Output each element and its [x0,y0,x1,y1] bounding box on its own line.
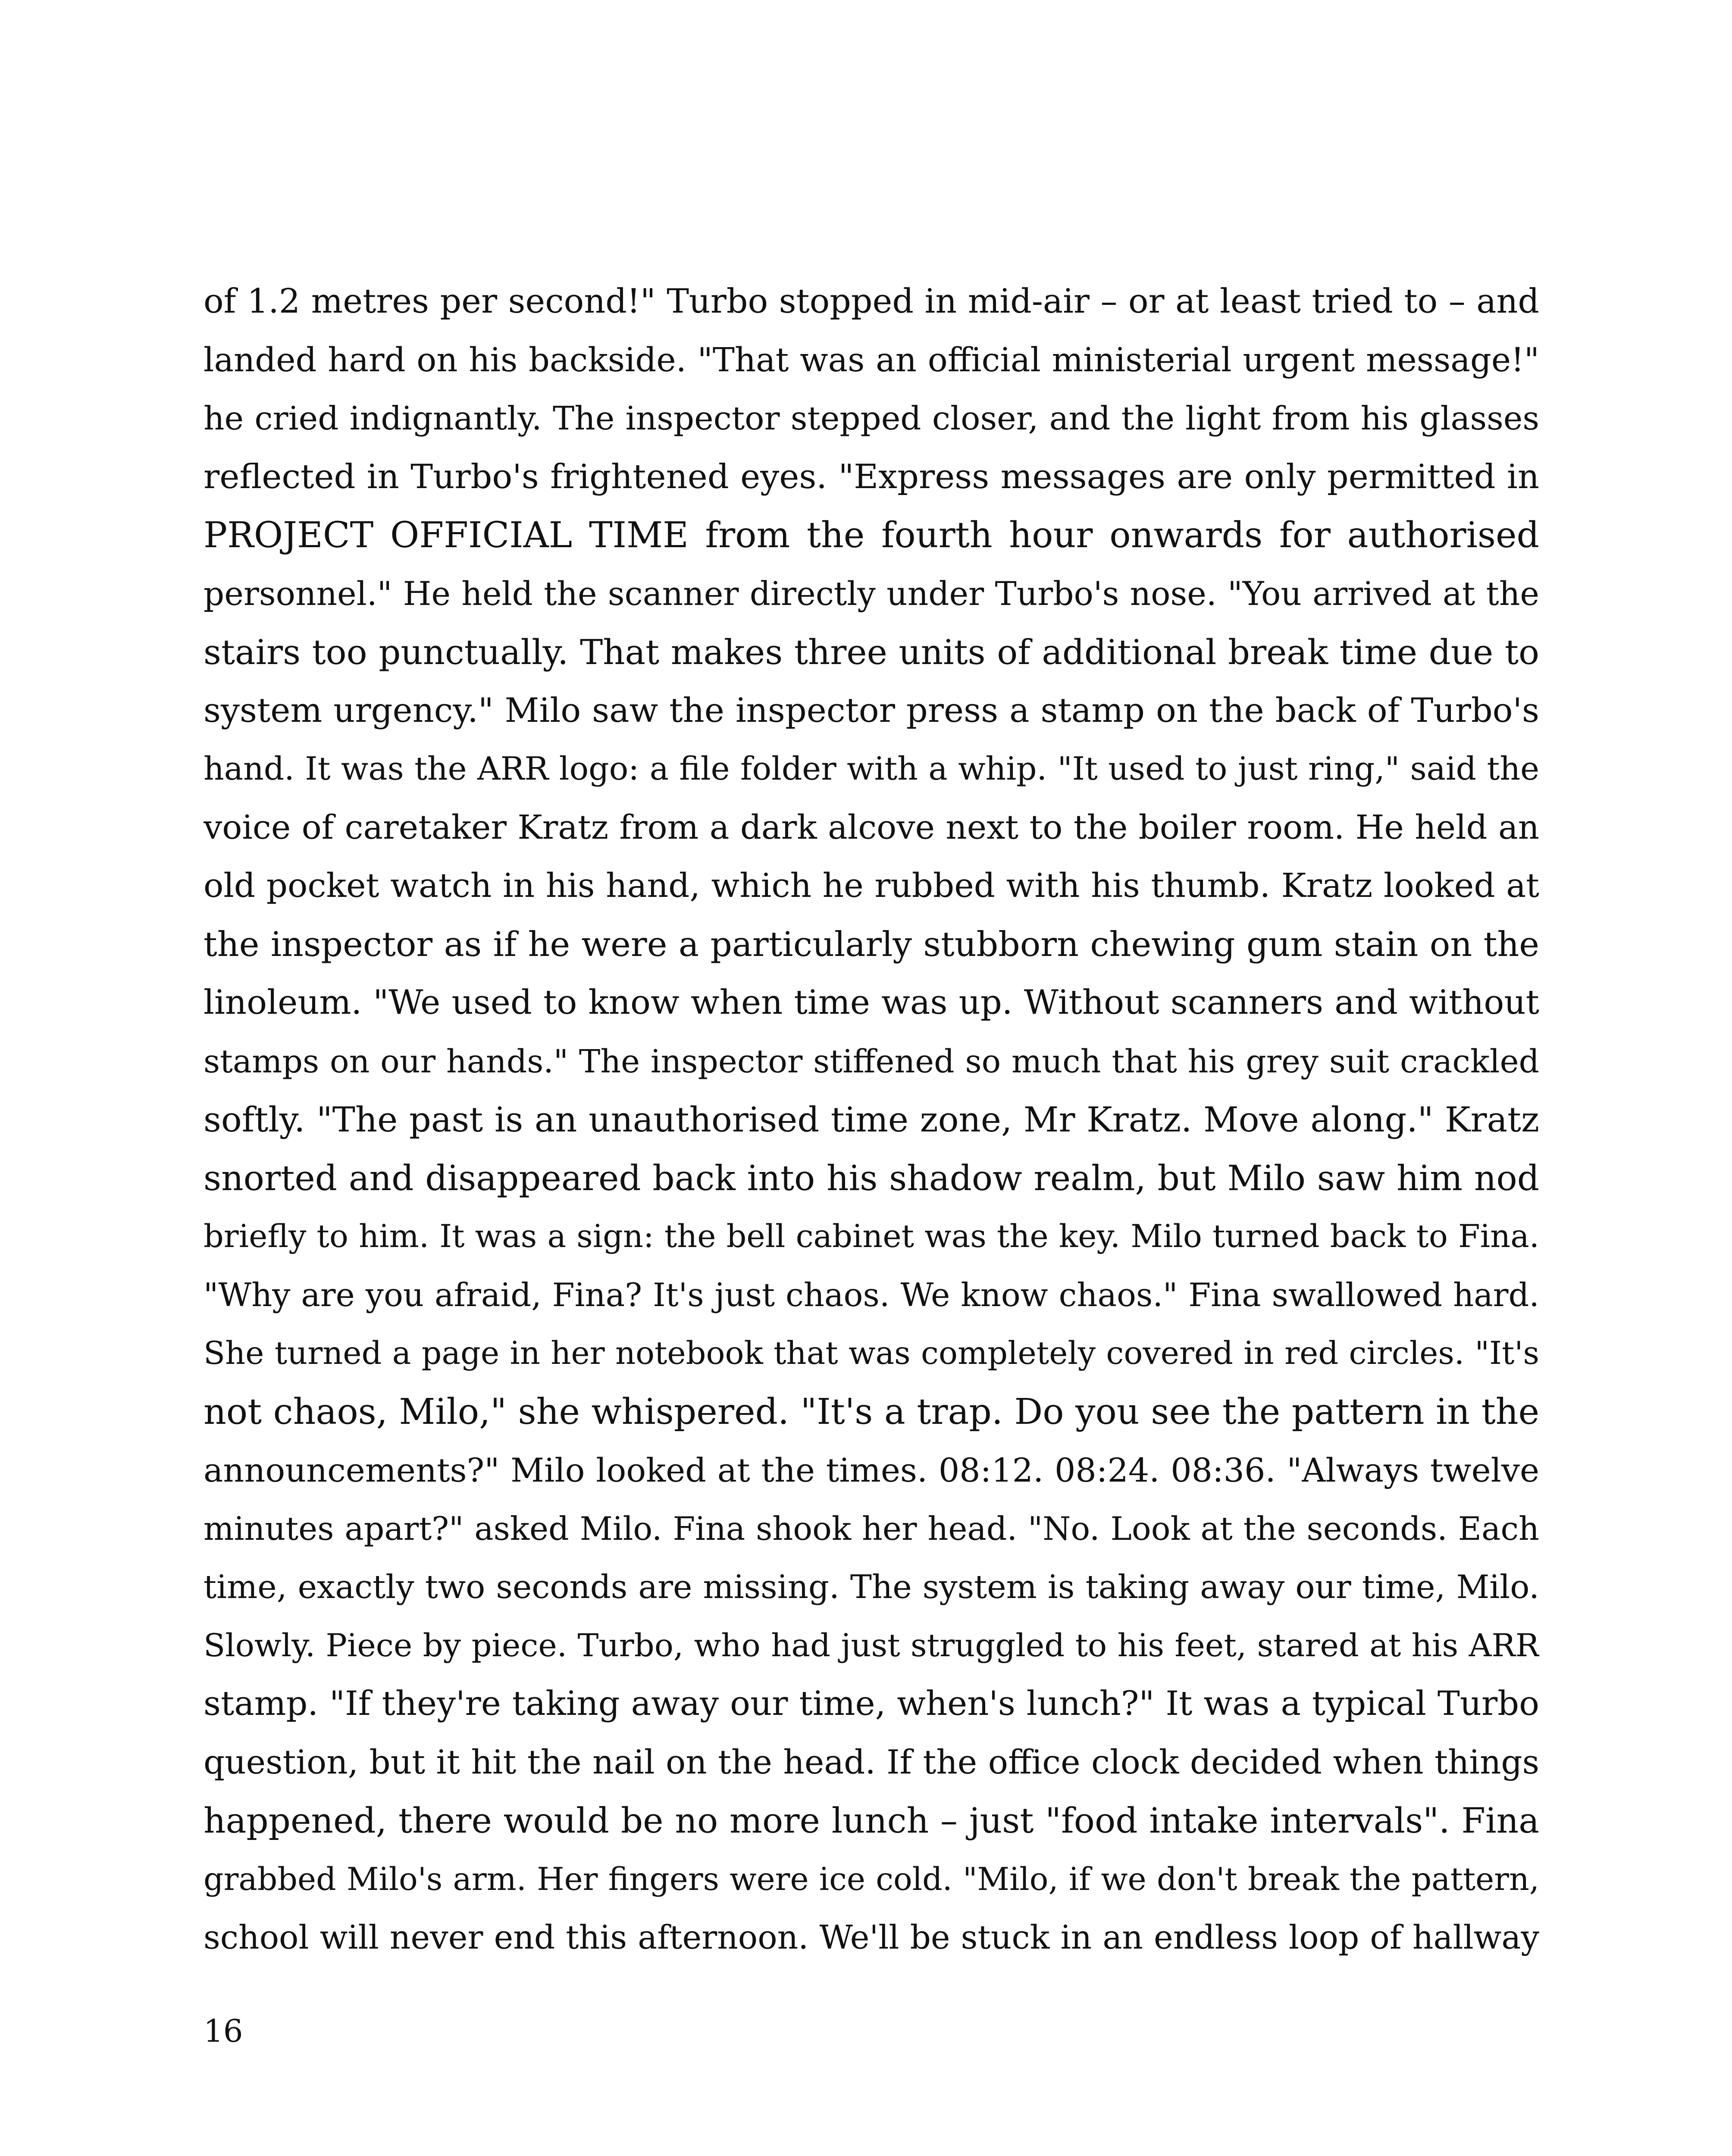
text-line-21: announcements?" Milo looked at the times. 08:12. 08:24. 08:36. "Always twelve [204,1451,1539,1489]
text-line-20: not chaos, Milo," she whispered. "It's a trap. Do you see the pattern in the [204,1391,1539,1432]
text-line-11: old pocket watch in his hand, which he rubbed with his thumb. Kratz looked at [204,867,1539,905]
text-line-4: reflected in Turbo's frightened eyes. "Express messages are only permitted in [204,457,1539,496]
text-line-7: stairs too punctually. That makes three units of additional break time due to [204,632,1539,672]
text-line-17: briefly to him. It was a sign: the bell cabinet was the key. Milo turned back to Fina. [204,1218,1539,1255]
body-text [204,273,1539,1967]
text-line-13: linoleum. "We used to know when time was up. Without scanners and without [204,983,1539,1022]
text-line-23: time, exactly two seconds are missing. The system is taking away our time, Milo. [204,1568,1539,1606]
page-number: 16 [204,2013,243,2049]
text-line-25: stamp. "If they're taking away our time, when's lunch?" It was a typical Turbo [204,1684,1539,1723]
text-line-26: question, but it hit the nail on the head. If the office clock decided when things [204,1743,1539,1782]
text-line-27: happened, there would be no more lunch – just "food intake intervals". Fina [204,1801,1539,1841]
text-line-19: She turned a page in her notebook that was completely covered in red circles. "It's [204,1335,1539,1372]
text-line-1: of 1.2 metres per second!" Turbo stopped in mid-air – or at least tried to – and [204,282,1539,321]
text-line-6: personnel." He held the scanner directly under Turbo's nose. "You arrived at the [204,574,1539,613]
text-line-12: the inspector as if he were a particularly stubborn chewing gum stain on the [204,924,1539,964]
text-line-18: "Why are you afraid, Fina? It's just chaos. We know chaos." Fina swallowed hard. [204,1276,1539,1314]
text-line-8: system urgency." Milo saw the inspector press a stamp on the back of Turbo's [204,691,1539,730]
text-line-28: grabbed Milo's arm. Her fingers were ice cold. "Milo, if we don't break the pattern, [204,1861,1539,1898]
text-line-24: Slowly. Piece by piece. Turbo, who had just struggled to his feet, stared at his ARR [204,1627,1539,1664]
text-line-16: snorted and disappeared back into his shadow realm, but Milo saw him nod [204,1158,1539,1198]
text-line-15: softly. "The past is an unauthorised time zone, Mr Kratz. Move along." Kratz [204,1100,1539,1140]
text-line-9: hand. It was the ARR logo: a file folder with a whip. "It used to just ring," said the [204,750,1539,787]
text-line-10: voice of caretaker Kratz from a dark alcove next to the boiler room. He held an [204,808,1539,847]
text-line-29: school will never end this afternoon. We'll be stuck in an endless loop of hallway [204,1918,1539,1956]
text-line-5: PROJECT OFFICIAL TIME from the fourth hour onwards for authorised [204,515,1539,556]
text-line-3: he cried indignantly. The inspector stepped closer, and the light from his glasses [204,399,1539,437]
text-line-2: landed hard on his backside. "That was an official ministerial urgent message!" [204,341,1539,379]
text-line-22: minutes apart?" asked Milo. Fina shook her head. "No. Look at the seconds. Each [204,1510,1539,1548]
text-line-14: stamps on our hands." The inspector stiffened so much that his grey suit crackled [204,1042,1539,1080]
